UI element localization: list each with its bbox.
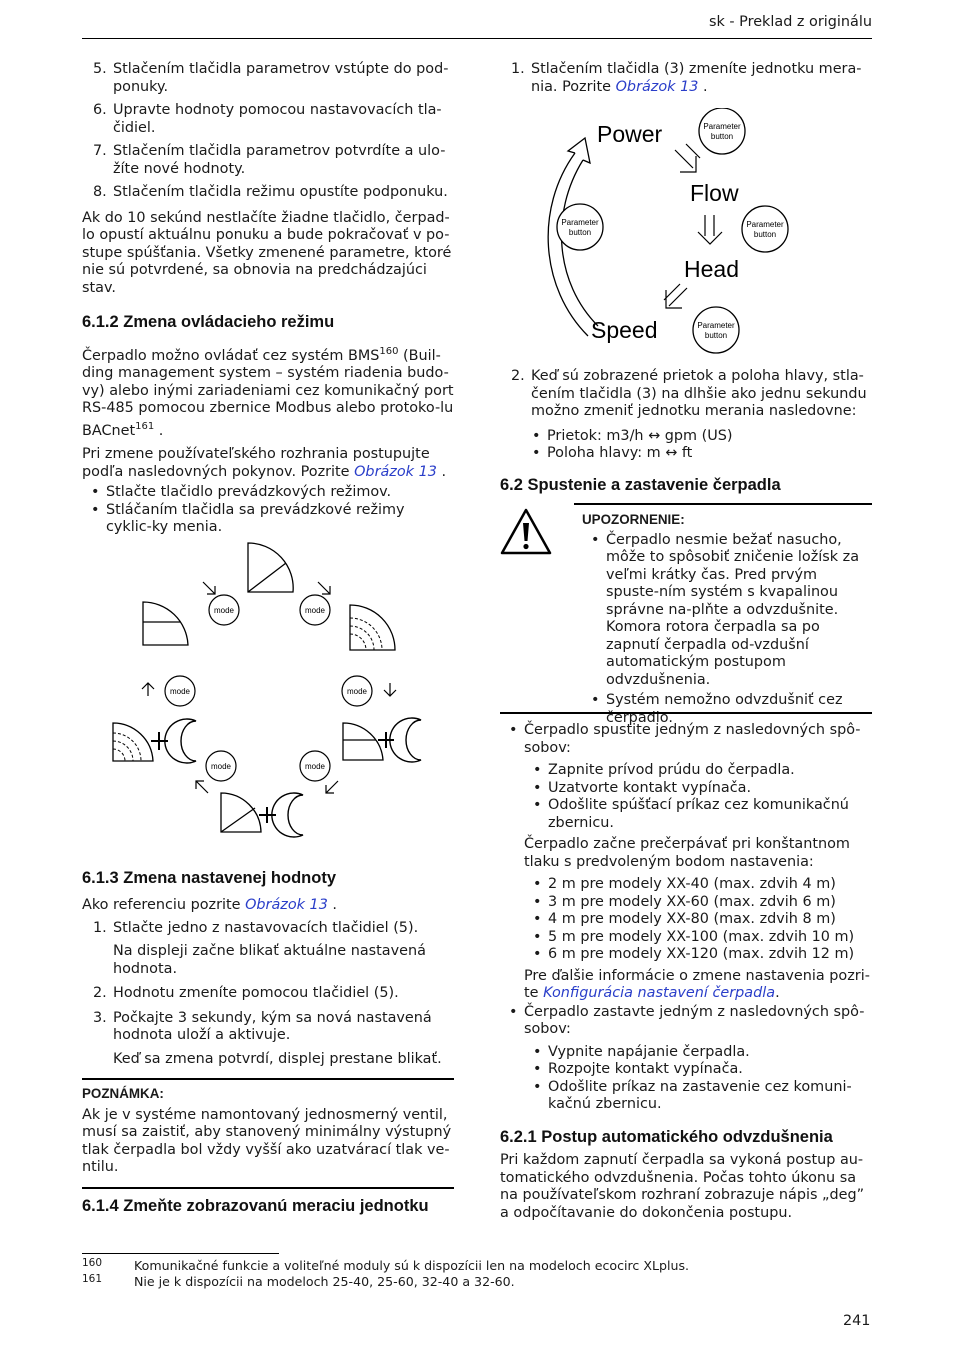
header-rule — [82, 38, 872, 39]
steps-list-b — [82, 920, 454, 1069]
step-number: 1. — [511, 61, 525, 77]
arrow-icon — [318, 582, 330, 594]
label-head: Head — [684, 256, 739, 282]
step-text: Stlačením tlačidla parametrov potvrdíte a ulo-žíte nové hodnoty. — [113, 143, 446, 177]
step-text-end: . — [698, 78, 708, 95]
note-text: Ak je v systéme namontovaný jednosmerný ventil, musí sa zaistiť, aby stanovený minimálny výstupný tlak čerpadla bol vždy vyšší ako uzatvárací tlak ve-ntilu. — [82, 1106, 452, 1175]
arrow-icon — [698, 215, 722, 244]
warning-title: UPOZORNENIE: — [582, 512, 685, 527]
list-item: • 4 m pre modely XX-80 (max. zdvih 8 m) — [524, 911, 872, 929]
mode-cycle-diagram — [100, 538, 440, 838]
more-info-paragraph — [524, 968, 872, 1003]
footnote-text: Nie je k dispozícii na modeloch 25-40, 25-60, 32-40 a 32-60. — [134, 1274, 515, 1289]
svg-text:mode: mode — [346, 687, 368, 696]
label-power: Power — [597, 121, 663, 147]
step-text: Stlačením tlačidla parametrov vstúpte do pod-ponuky. — [113, 61, 449, 95]
list-item — [500, 61, 872, 96]
svg-text:button: button — [710, 132, 734, 141]
warning-bullets — [582, 532, 872, 728]
mode-button-5[interactable] — [206, 751, 236, 781]
left-column — [82, 61, 454, 297]
bms-paragraph — [82, 343, 454, 440]
steps-list-a — [82, 61, 454, 202]
step-number: 8. — [93, 184, 107, 200]
curve-plus-moon-bottom — [221, 793, 303, 837]
svg-text:mode: mode — [169, 687, 191, 696]
step-text: Keď sú zobrazené prietok a poloha hlavy, stla-čením tlačidla (3) na dlhšie ako jednu sekundu možno zmeniť jednotku merania nasledovne: — [531, 368, 867, 419]
list-item: • 5 m pre modely XX-100 (max. zdvih 10 m) — [524, 929, 872, 947]
warning-content — [582, 511, 872, 727]
curve-plus-moon-right — [343, 718, 421, 762]
figure-link[interactable]: Obrázok 13 — [354, 463, 437, 480]
list-item — [82, 920, 454, 979]
list-item — [82, 102, 454, 137]
unit-step-2 — [500, 368, 872, 463]
list-item — [82, 184, 454, 202]
step-number: 2. — [511, 368, 525, 384]
mode-button-4[interactable] — [342, 676, 372, 706]
stop-ways — [524, 1044, 872, 1114]
note-title: POZNÁMKA: — [82, 1086, 164, 1101]
setpoint-block — [82, 897, 454, 1068]
warning-triangle-icon — [500, 507, 552, 555]
step-number: 3. — [93, 1009, 107, 1026]
step-number: 1. — [93, 919, 107, 936]
page-number: 241 — [843, 1313, 871, 1329]
list-item: • 3 m pre modely XX-60 (max. zdvih 6 m) — [524, 894, 872, 912]
heading-6-2: 6.2 Spustenie a zastavenie čerpadla — [500, 476, 781, 494]
step-text: Stlačením tlačidla režimu opustíte podponuku. — [113, 184, 448, 200]
arrow-icon — [326, 781, 338, 793]
list-item: • Zapnite prívod prúdu do čerpadla. — [524, 762, 872, 780]
figure-link[interactable]: Obrázok 13 — [245, 897, 328, 913]
heading-6-1-3: 6.1.3 Zmena nastavenej hodnoty — [82, 869, 336, 887]
svg-text:button: button — [568, 228, 592, 237]
arrow-icon — [675, 144, 700, 172]
parameter-button-right[interactable] — [742, 206, 788, 252]
list-item: • Uzatvorte kontakt vypínača. — [524, 780, 872, 798]
step-subtext: Keď sa zmena potvrdí, displej prestane blikať. — [113, 1050, 442, 1067]
bms-text-3: . — [154, 422, 164, 439]
ref-text-end: . — [327, 897, 338, 913]
more-text: Pre ďalšie informácie o zmene nastavenia pozri-te — [524, 967, 870, 1001]
footnote-161 — [82, 1274, 872, 1290]
step-number: 6. — [93, 102, 107, 118]
list-item — [500, 1004, 872, 1114]
start-list — [500, 722, 872, 1114]
bms-block — [82, 343, 454, 537]
list-item — [82, 61, 454, 96]
label-speed: Speed — [591, 317, 658, 343]
step-number: 2. — [93, 985, 107, 1001]
svg-text:mode: mode — [213, 606, 235, 615]
svg-text:Parameter: Parameter — [746, 220, 784, 229]
arrow-icon — [196, 781, 208, 793]
timeout-paragraph: Ak do 10 sekúnd nestlačíte žiadne tlačidlo, čerpad-lo opustí aktuálnu ponuku a bude pokračovať v po-stupe spúšťania. Všetky zmenené parametre, ktoré nie sú potvrdené, sa obnovia na predchádzajúci stav. — [82, 209, 452, 296]
stop-text: Čerpadlo zastavte jedným z nasledovných spô-sobov: — [524, 1003, 865, 1037]
bms-text-1: Čerpadlo možno ovládať cez systém BMS — [82, 347, 380, 364]
footnote-rule — [82, 1253, 279, 1254]
list-item — [82, 1010, 454, 1069]
step-text: Počkajte 3 sekundy, kým sa nová nastavená hodnota uloží a aktivuje. — [113, 1009, 432, 1043]
list-item: • Vypnite napájanie čerpadla. — [524, 1044, 872, 1062]
ref-text: Ako referenciu pozrite — [82, 897, 246, 913]
step-subtext: Na displeji začne blikať aktuálne nastavená hodnota. — [113, 943, 426, 977]
more-text-end: . — [775, 985, 780, 1001]
mode-bullets — [82, 484, 454, 537]
mode-button-6[interactable] — [300, 751, 330, 781]
list-item: • Stláčaním tlačidla sa prevádzkové režimy cyklic-ky menia. — [82, 502, 454, 537]
unit-steps-2 — [500, 368, 872, 421]
svg-text:Parameter: Parameter — [703, 122, 741, 131]
heading-6-1-4: 6.1.4 Zmeňte zobrazovanú meraciu jednotku — [82, 1197, 429, 1215]
mode-button-1[interactable] — [209, 595, 239, 625]
svg-text:button: button — [753, 230, 777, 239]
ui-paragraph — [82, 446, 454, 481]
list-item: • Poloha hlavy: m ↔ ft — [523, 445, 872, 463]
label-flow: Flow — [690, 180, 739, 206]
parameter-button-bottom[interactable] — [693, 307, 739, 353]
warning-bottom-rule — [500, 712, 872, 714]
footnote-text: Komunikačné funkcie a voliteľné moduly sú k dispozícii len na modeloch ecocirc XLplus. — [134, 1258, 690, 1273]
list-item: • 6 m pre modely XX-120 (max. zdvih 12 m) — [524, 946, 872, 964]
arrow-icon — [142, 683, 154, 696]
heading-6-1-2: 6.1.2 Zmena ovládacieho režimu — [82, 313, 335, 331]
start-ways — [524, 762, 872, 832]
step-text: Upravte hodnoty pomocou nastavovacích tla-čidiel. — [113, 102, 442, 136]
list-item — [500, 368, 872, 421]
list-item: • Stlačte tlačidlo prevádzkových režimov. — [82, 484, 454, 502]
step-text: Stlačte jedno z nastavovacích tlačidiel (5). — [113, 919, 419, 936]
config-link[interactable]: Konfigurácia nastavení čerpadla — [543, 985, 776, 1001]
svg-text:mode: mode — [304, 762, 326, 771]
heading-6-2-1: 6.2.1 Postup automatického odvzdušnenia — [500, 1128, 833, 1146]
footnote-160 — [82, 1258, 872, 1274]
start-stop-block — [500, 722, 872, 1114]
footnotes — [82, 1258, 872, 1290]
unit-steps — [500, 61, 872, 96]
svg-text:mode: mode — [210, 762, 232, 771]
svg-text:button: button — [704, 331, 728, 340]
note-box — [82, 1078, 454, 1189]
list-item: • 2 m pre modely XX-40 (max. zdvih 4 m) — [524, 876, 872, 894]
list-item — [82, 143, 454, 178]
step-text: Hodnotu zmeníte pomocou tlačidiel (5). — [113, 985, 399, 1001]
list-item: • Prietok: m3/h ↔ gpm (US) — [523, 428, 872, 446]
parameter-button-left[interactable] — [557, 204, 603, 250]
curve-plus-moon-left — [113, 719, 196, 763]
model-list — [524, 876, 872, 964]
unit-step-1 — [500, 61, 872, 96]
svg-text:Parameter: Parameter — [697, 321, 735, 330]
ui-text-end: . — [436, 463, 447, 480]
curve-icon-right — [350, 605, 395, 650]
constant-pressure-paragraph: Čerpadlo začne prečerpávať pri konštantnom tlaku s predvoleným bodom nastavenia: — [524, 836, 850, 870]
unit-bullets — [523, 428, 872, 463]
arrow-icon — [384, 683, 396, 696]
step-text: Stlačením tlačidla (3) zmeníte jednotku mera-nia. Pozrite — [531, 61, 862, 95]
mode-button-2[interactable] — [300, 595, 330, 625]
list-item: • Čerpadlo nesmie bežať nasucho, môže to spôsobiť zničenie ložísk za veľmi krátky čas. Pred prvým spuste-ním systém s kvapalinou správne na-plňte a odvzdušnite. Komora rotora čerpadla sa po zapnutí čerpadla od-vzdušní automatickým postupom odvzdušnenia. — [582, 532, 872, 690]
figure-link[interactable]: Obrázok 13 — [615, 78, 699, 95]
curve-icon-top — [248, 543, 293, 592]
start-text: Čerpadlo spustite jedným z nasledovných spô-sobov: — [524, 722, 861, 756]
step-number: 5. — [93, 61, 107, 77]
list-item: • Odošlite príkaz na zastavenie cez komuni-kačnú zbernicu. — [524, 1079, 872, 1114]
svg-text:Parameter: Parameter — [561, 218, 599, 227]
arrow-icon — [203, 582, 215, 594]
svg-text:mode: mode — [304, 606, 326, 615]
parameter-cycle-diagram — [530, 108, 790, 358]
arrow-icon — [664, 284, 687, 308]
footnote-ref-161[interactable]: 161 — [135, 420, 155, 432]
bms-text-2: (Buil-ding management system – systém riadenia budo-vy) alebo inými zariadeniami cez komunikačný port RS-485 pomocou zbernice Modbus alebo protoko-lu BACnet — [82, 347, 454, 439]
footnote-ref-160[interactable]: 160 — [379, 346, 399, 357]
list-item: • Rozpojte kontakt vypínača. — [524, 1061, 872, 1079]
list-item: • Systém nemožno odvzdušniť cez čerpadlo. — [582, 692, 872, 727]
footnote-number: 160 — [82, 1257, 103, 1269]
step-number: 7. — [93, 143, 107, 159]
mode-button-3[interactable] — [165, 676, 195, 706]
warning-top-rule — [574, 503, 872, 505]
list-item: • Odošlite spúšťací príkaz cez komunikačnú zbernicu. — [524, 797, 872, 832]
curve-icon-left — [143, 602, 188, 645]
list-item — [82, 985, 454, 1003]
deaeration-paragraph: Pri každom zapnutí čerpadla sa vykoná postup au-tomatického odvzdušnenia. Počas tohto úkonu sa na používateľskom rozhraní zobrazuje nápis „deg” a odpočítavanie do dokončenia postupu. — [500, 1152, 865, 1221]
ui-text: Pri zmene používateľského rozhrania postupujte podľa nasledovných pokynov. Pozrite — [82, 446, 430, 480]
list-item — [500, 722, 872, 1003]
parameter-button-top[interactable] — [699, 108, 745, 154]
running-header: sk - Preklad z originálu — [709, 14, 872, 30]
footnote-number: 161 — [82, 1273, 103, 1285]
ref-paragraph — [82, 897, 454, 915]
